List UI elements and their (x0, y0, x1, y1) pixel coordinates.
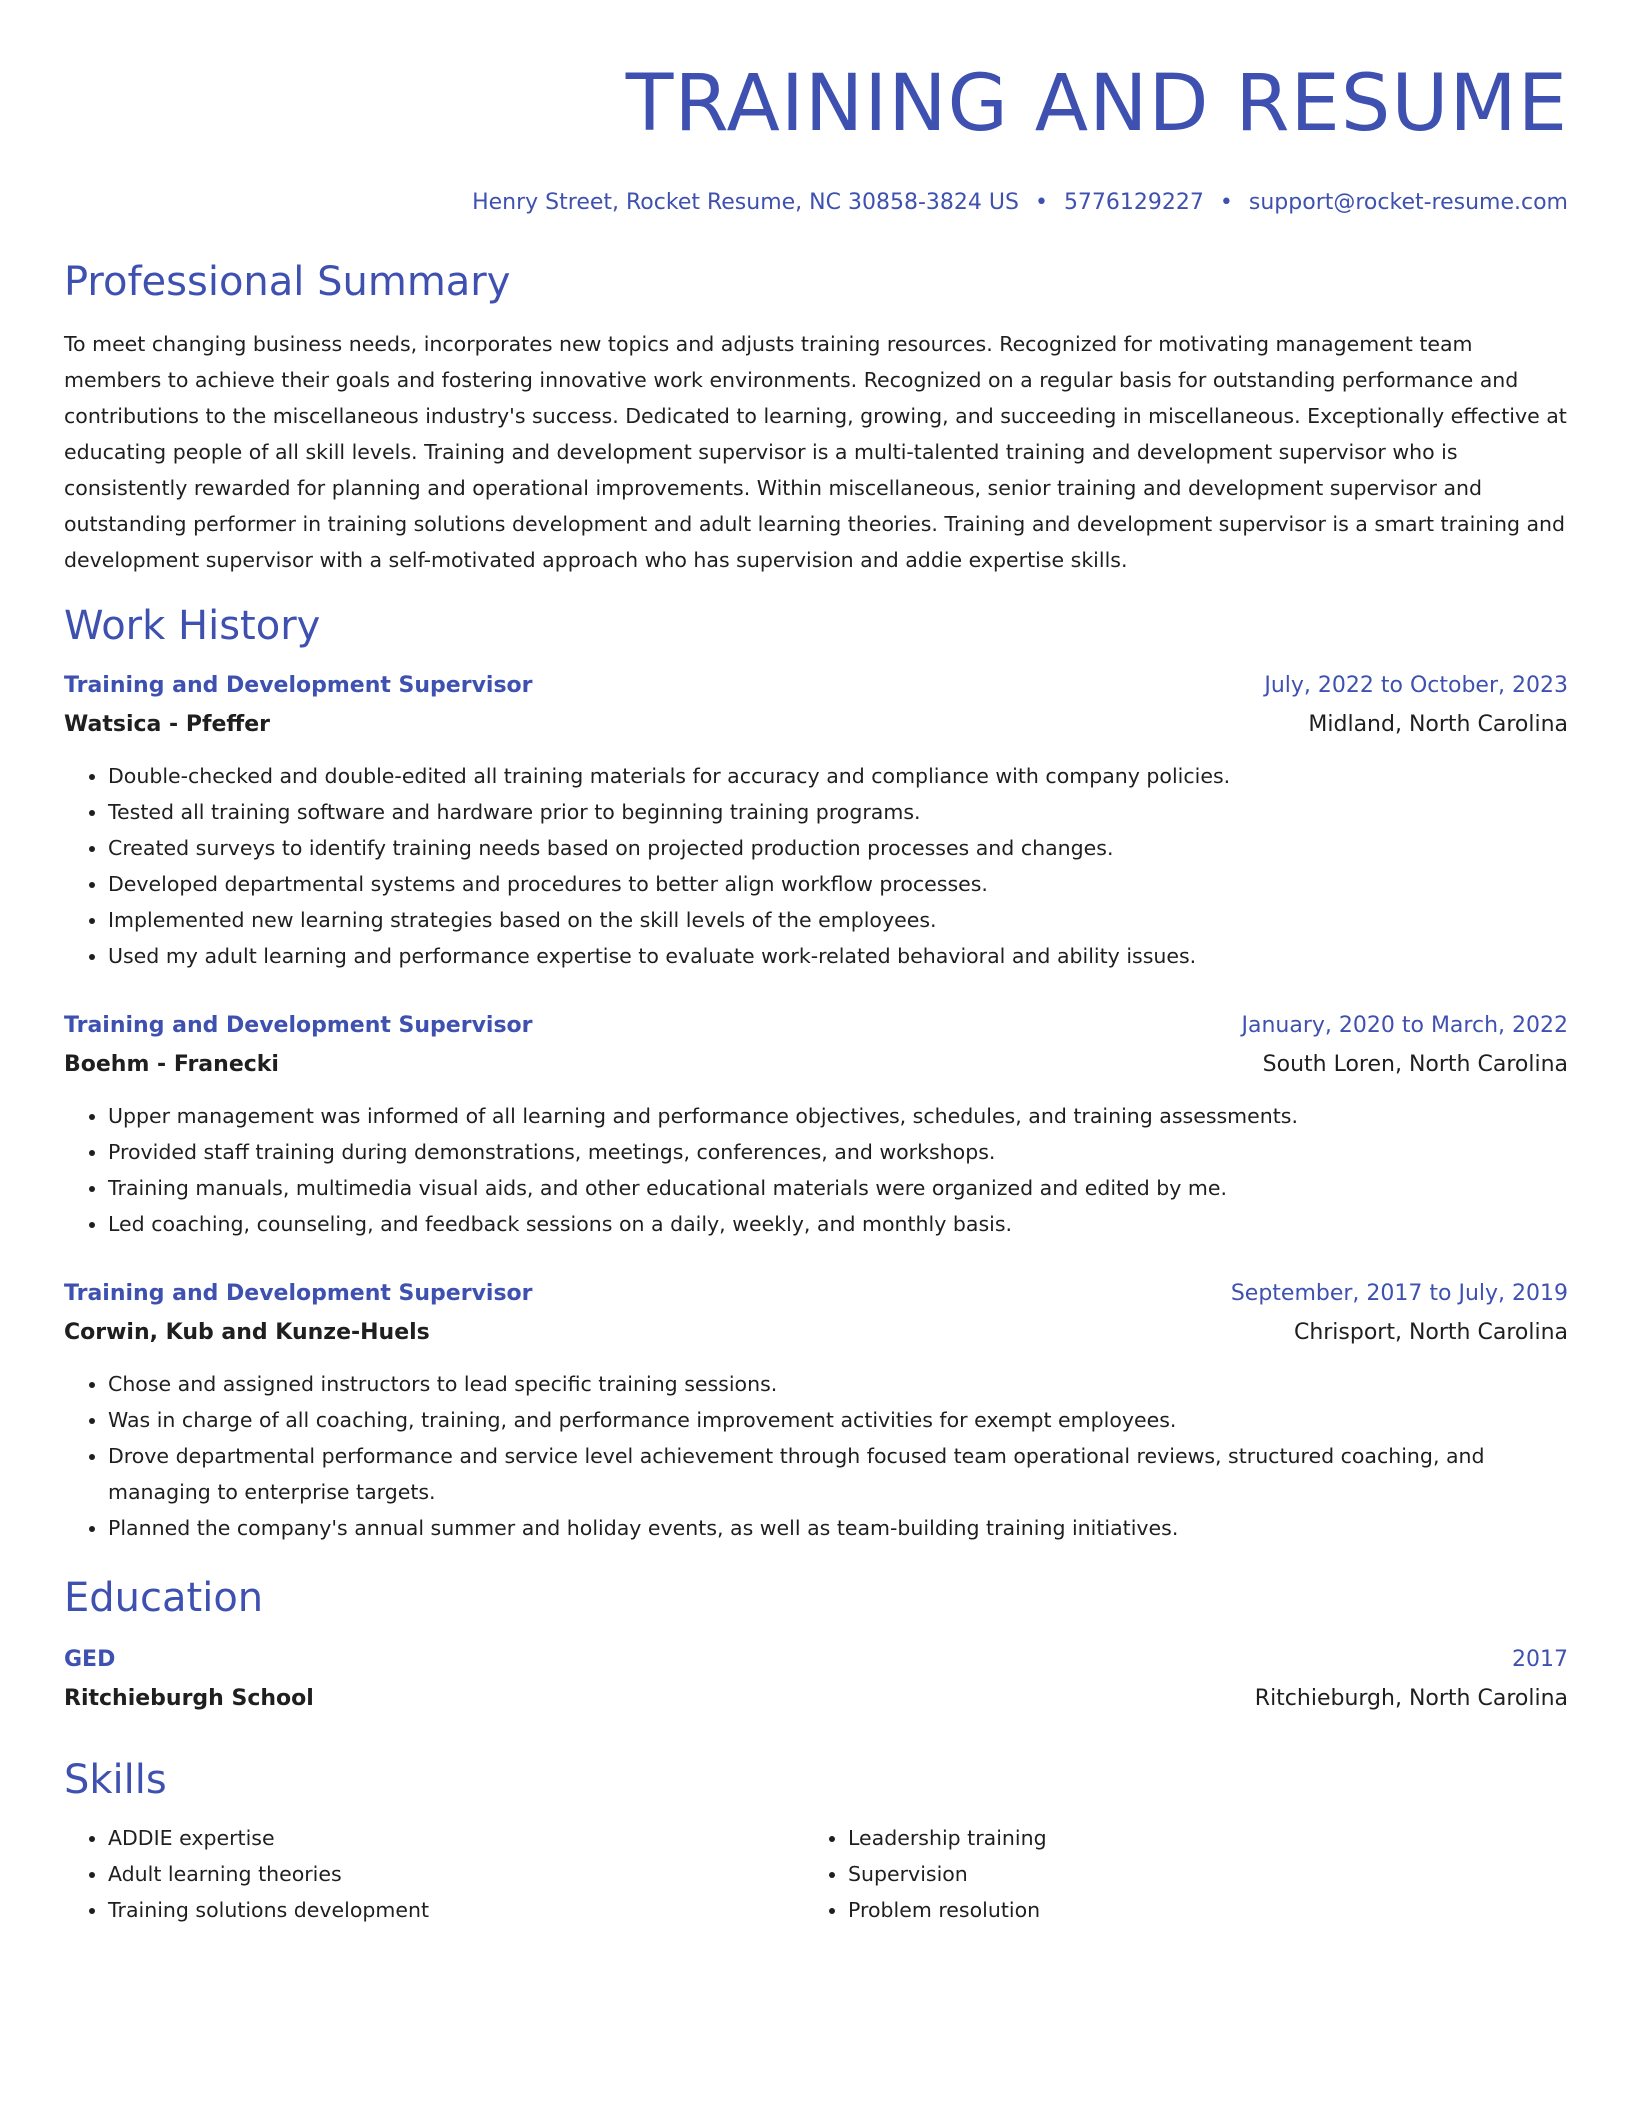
degree: GED (64, 1647, 116, 1672)
email-link[interactable]: support@rocket-resume.com (1248, 190, 1568, 215)
resume-title: TRAINING AND RESUME (625, 59, 1568, 149)
contact-line (64, 188, 1568, 218)
skills-heading: Skills (64, 1757, 167, 1803)
skill-item: • Supervision (848, 1856, 1544, 1892)
employer: Boehm - Franecki (64, 1052, 279, 1077)
bullet-item: • Was in charge of all coaching, training, and performance improvement activities for exempt employees. (108, 1402, 1568, 1438)
employer: Corwin, Kub and Kunze-Huels (64, 1320, 430, 1345)
skills-list (64, 1820, 1568, 1928)
job-title: Training and Development Supervisor (64, 1013, 533, 1038)
job-header-row (64, 670, 1568, 702)
skill-item: • Leadership training (848, 1820, 1544, 1856)
education-entry (64, 1644, 1568, 1716)
job-title: Training and Development Supervisor (64, 1281, 533, 1306)
graduation-year: 2017 (1512, 1647, 1568, 1672)
bullet-item: • Training manuals, multimedia visual aids, and other educational materials were organized and edited by me. (108, 1170, 1568, 1206)
skill-item: • ADDIE expertise (108, 1820, 804, 1856)
phone: 5776129227 (1063, 190, 1204, 215)
school-name: Ritchieburgh School (64, 1686, 314, 1711)
skills-column-right (804, 1820, 1544, 1928)
job-bullets (64, 1366, 1568, 1546)
job-location: Midland, North Carolina (1308, 712, 1568, 737)
work-history-heading: Work History (64, 603, 321, 649)
job-title: Training and Development Supervisor (64, 673, 533, 698)
bullet-item: • Led coaching, counseling, and feedback sessions on a daily, weekly, and monthly basis. (108, 1206, 1568, 1242)
job-location: Chrisport, North Carolina (1293, 1320, 1568, 1345)
bullet-item: • Chose and assigned instructors to lead specific training sessions. (108, 1366, 1568, 1402)
bullet-item: • Implemented new learning strategies based on the skill levels of the employees. (108, 902, 1568, 938)
separator-dot: • (1219, 190, 1233, 215)
job-entry (64, 1278, 1568, 1546)
education-header-row (64, 1644, 1568, 1676)
job-entry (64, 670, 1568, 974)
job-bullets (64, 758, 1568, 974)
bullet-item: • Planned the company's annual summer and holiday events, as well as team-building training initiatives. (108, 1510, 1568, 1546)
bullet-item: • Drove departmental performance and service level achievement through focused team operational reviews, structured coaching, and managing to enterprise targets. (108, 1438, 1568, 1510)
bullet-item: • Provided staff training during demonstrations, meetings, conferences, and workshops. (108, 1134, 1568, 1170)
job-entry (64, 1010, 1568, 1242)
skill-item: • Adult learning theories (108, 1856, 804, 1892)
address: Henry Street, Rocket Resume, NC 30858-3824 US (472, 190, 1019, 215)
school-location: Ritchieburgh, North Carolina (1254, 1686, 1568, 1711)
bullet-item: • Used my adult learning and performance expertise to evaluate work-related behavioral and ability issues. (108, 938, 1568, 974)
employer: Watsica - Pfeffer (64, 712, 271, 737)
separator-dot: • (1034, 190, 1048, 215)
job-dates: July, 2022 to October, 2023 (1264, 673, 1568, 698)
job-location: South Loren, North Carolina (1262, 1052, 1568, 1077)
bullet-item: • Created surveys to identify training needs based on projected production processes and changes. (108, 830, 1568, 866)
job-dates: September, 2017 to July, 2019 (1230, 1281, 1568, 1306)
job-bullets (64, 1098, 1568, 1242)
bullet-item: • Tested all training software and hardware prior to beginning training programs. (108, 794, 1568, 830)
education-school-row (64, 1676, 1568, 1716)
skill-item: • Problem resolution (848, 1892, 1544, 1928)
job-header-row (64, 1278, 1568, 1310)
skill-item: • Training solutions development (108, 1892, 804, 1928)
bullet-item: • Developed departmental systems and procedures to better align workflow processes. (108, 866, 1568, 902)
job-header-row (64, 1010, 1568, 1042)
summary-text: To meet changing business needs, incorporates new topics and adjusts training resources. Recognized for motivating management team members to achieve their goals and fostering innovative work environments. Recognized on a regular basis for outstanding performance and contributions to the miscellaneous industry's success. Dedicated to learning, growing, and succeeding in miscellaneous. Exceptionally effective at educating people of all skill levels. Training and development supervisor is a multi-talented training and development supervisor who is consistently rewarded for planning and operational improvements. Within miscellaneous, senior training and development supervisor and outstanding performer in training solutions development and adult learning theories. Training and development supervisor is a smart training and development supervisor with a self-motivated approach who has supervision and addie expertise skills. (64, 332, 1567, 572)
job-employer-row (64, 1042, 1568, 1082)
bullet-item: • Double-checked and double-edited all training materials for accuracy and compliance with company policies. (108, 758, 1568, 794)
skills-column-left (64, 1820, 804, 1928)
job-dates: January, 2020 to March, 2022 (1241, 1013, 1568, 1038)
job-employer-row (64, 702, 1568, 742)
job-employer-row (64, 1310, 1568, 1350)
summary-heading: Professional Summary (64, 259, 511, 305)
education-heading: Education (64, 1575, 264, 1621)
bullet-item: • Upper management was informed of all learning and performance objectives, schedules, and training assessments. (108, 1098, 1568, 1134)
